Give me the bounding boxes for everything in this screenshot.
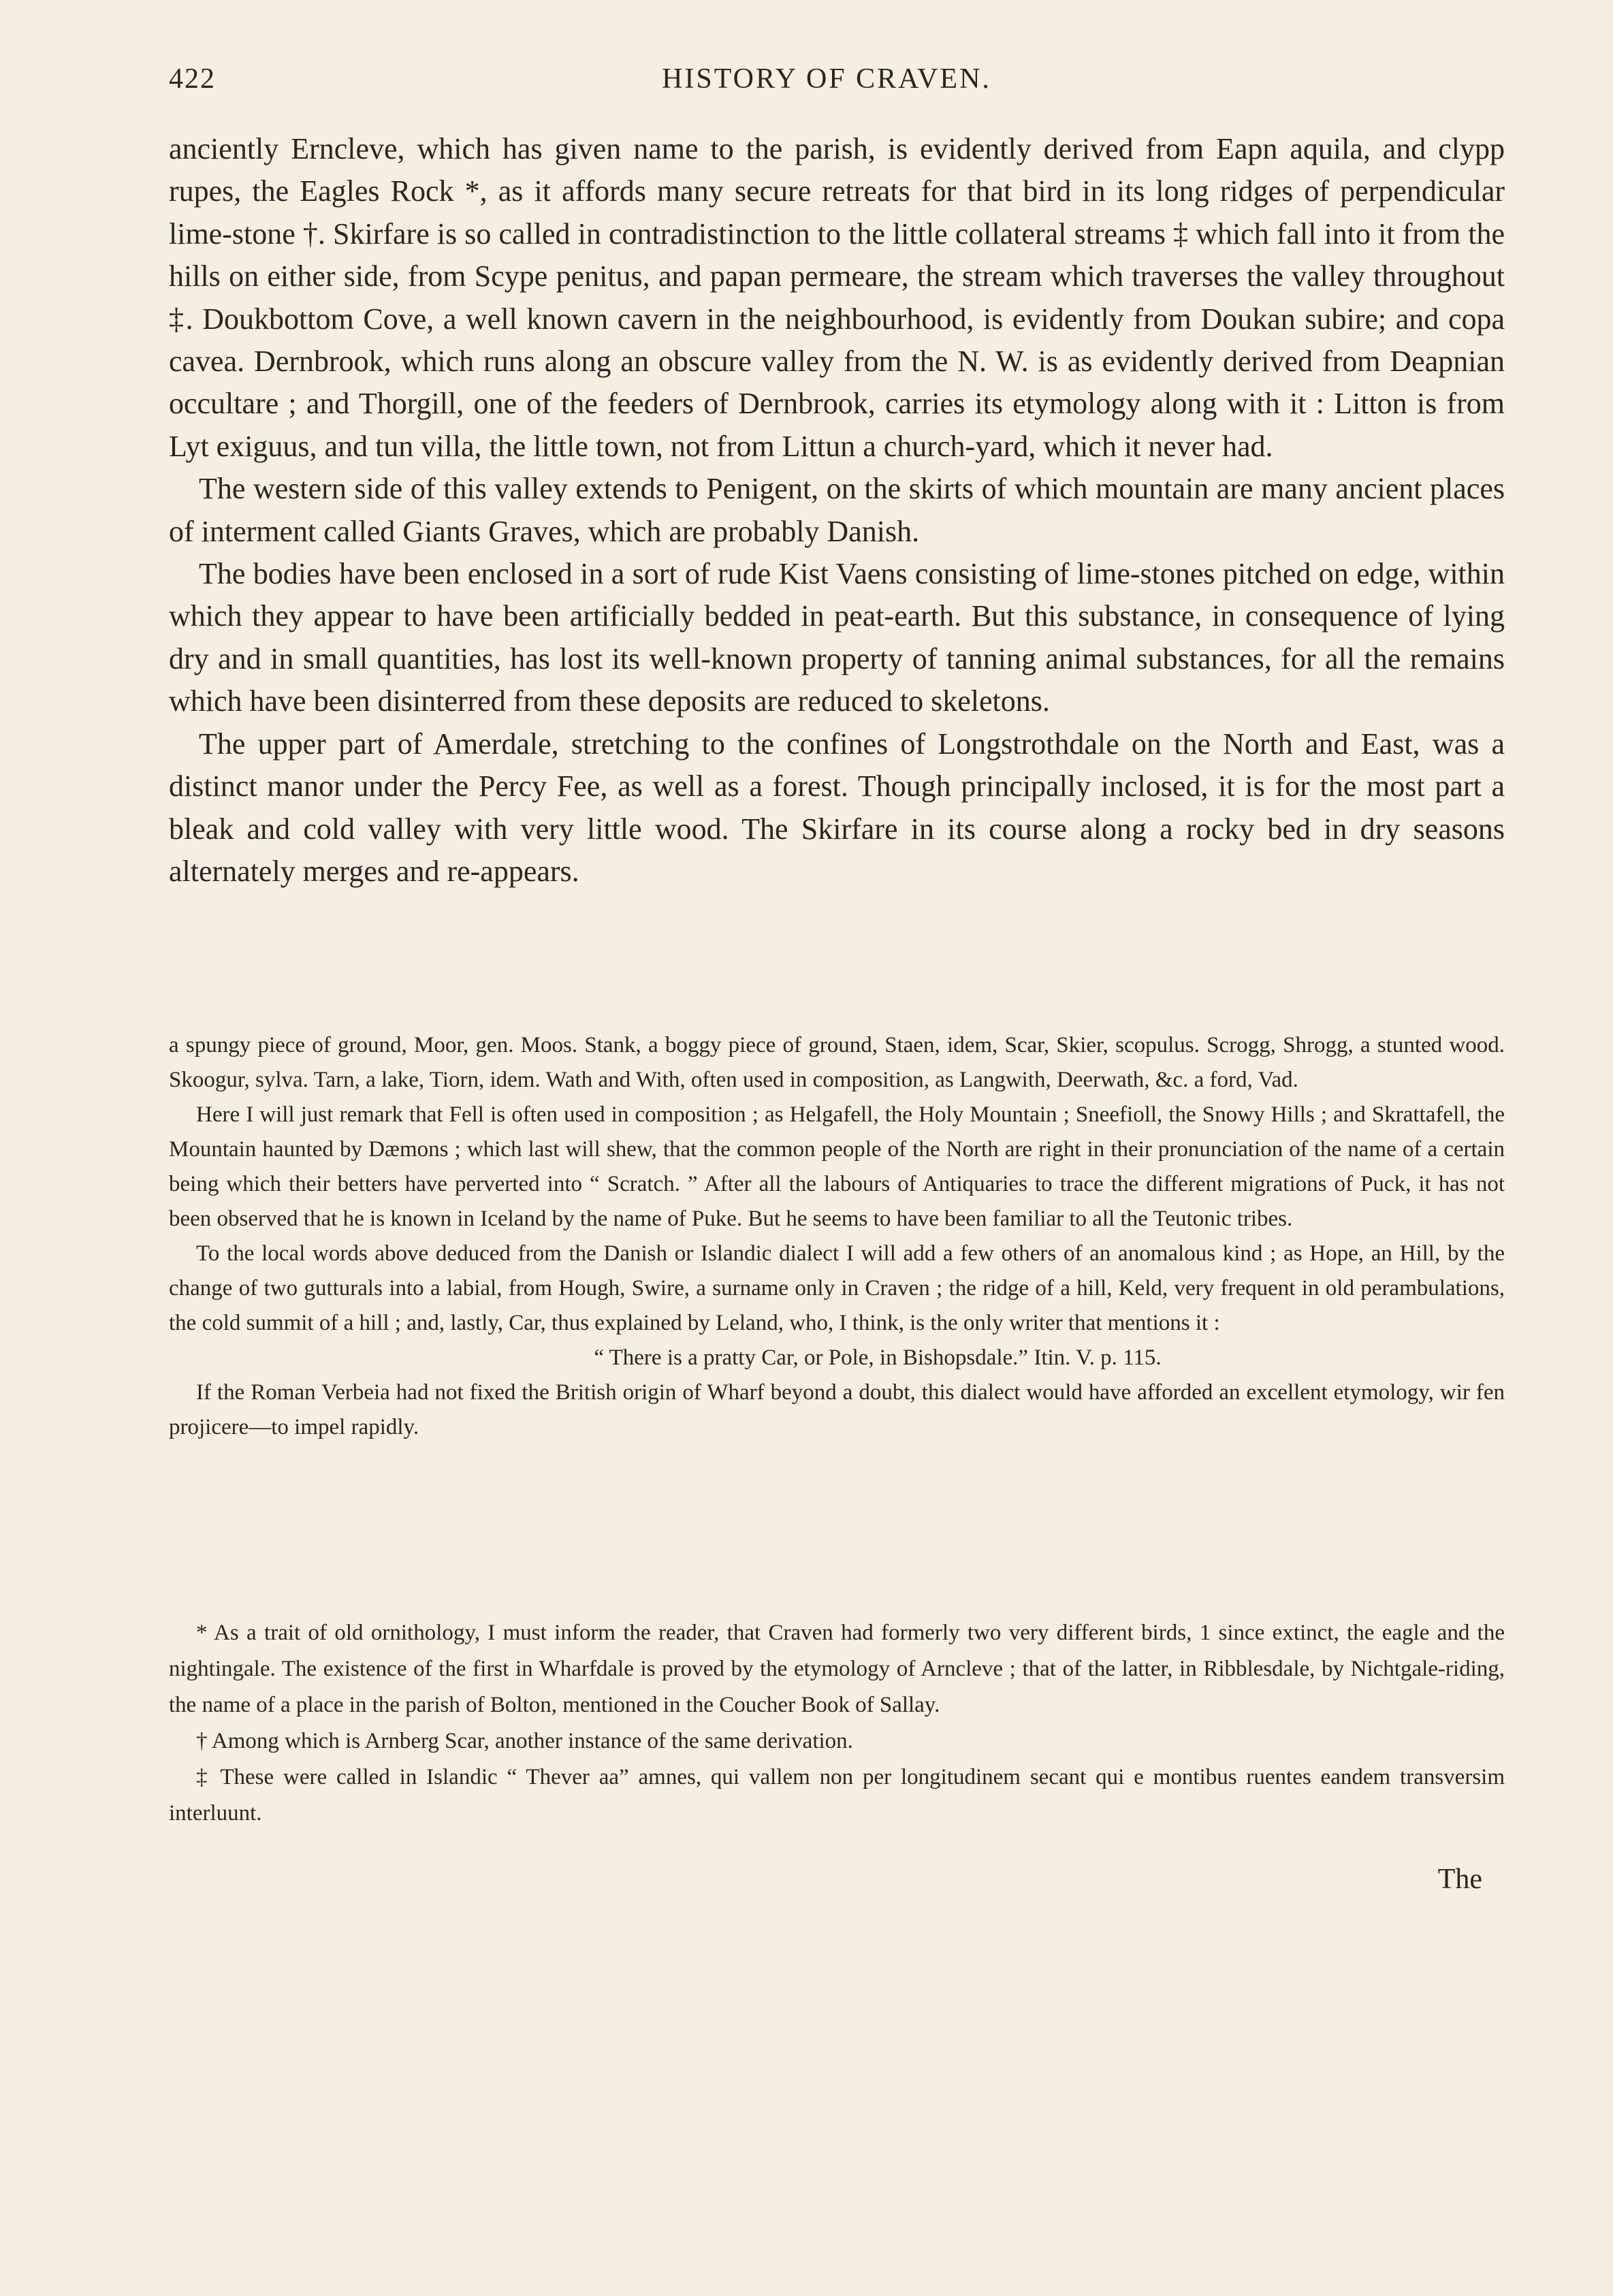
footnote-asterisk: * As a trait of old ornithology, I must inform the reader, that Craven had formerly two very different birds, 1 since extinct, the eagle and the nightingale. The existence of the first in Wharfdale is proved by the etymology of Arncleve ; that of the latter, in Ribblesdale, by Nichtgale-riding, the name of a place in the parish of Bolton, mentioned in the Coucher Book of Sallay. (169, 1621, 1505, 1717)
running-title: HISTORY OF CRAVEN. (662, 63, 991, 95)
paragraph: anciently Erncleve, which has given name to the parish, is evidently derived from Eapn aquila, and clypp rupes, the Eagles Rock *, as it affords many secure retreats for that bird in its long ridges of perpendicular lime-stone †. Skirfare is so called in contradistinction to the little collateral streams ‡ which fall into it from the hills on either side, from Scype penitus, and papan permeare, the stream which traverses the valley throughout ‡. Doukbottom Cove, a well known cavern in the neighbourhood, is evidently from Doukan subire; and copa cavea. Dernbrook, which runs along an obscure valley from the N. W. is as evidently derived from Deapnian occultare ; and Thorgill, one of the feeders of Dernbrook, carries its etymology along with it : Litton is from Lyt exiguus, and tun villa, the little town, not from Littun a church-yard, which it never had. (169, 132, 1505, 463)
main-text (169, 128, 1505, 893)
note-paragraph: If the Roman Verbeia had not fixed the British origin of Wharf beyond a doubt, this dialect would have afforded an excellent etymology, wir fen projicere—to impel rapidly. (169, 1380, 1505, 1439)
paragraph: The bodies have been enclosed in a sort of rude Kist Vaens consisting of lime-stones pitched on edge, within which they appear to have been artificially bedded in peat-earth. But this substance, in consequence of lying dry and in small quantities, has lost its well-known property of tanning animal substances, for all the remains which have been disinterred from these deposits are reduced to skeletons. (169, 557, 1505, 718)
note-paragraph: Here I will just remark that Fell is often used in composition ; as Helgafell, the Holy Mountain ; Sneefioll, the Snowy Hills ; and Skrattafell, the Mountain haunted by Dæmons ; which last will shew, that the common people of the North are right in their pronunciation of the name of a certain being which their betters have perverted into “ Scratch. ” After all the labours of Antiquaries to trace the different migrations of Puck, it has not been observed that he is known in Iceland by the name of Puke. But he seems to have been familiar to all the Teutonic tribes. (169, 1102, 1505, 1231)
page-header (169, 63, 1484, 106)
catchword: The (1437, 1864, 1482, 1895)
footnote-dagger: † Among which is Arnberg Scar, another instance of the same derivation. (196, 1729, 853, 1753)
footnotes (169, 1615, 1505, 1832)
note-quotation: “ There is a pratty Car, or Pole, in Bishopsdale.” Itin. V. p. 115. (594, 1345, 1162, 1370)
continued-note (169, 1028, 1505, 1445)
paragraph: The western side of this valley extends to Penigent, on the skirts of which mountain are many ancient places of interment called Giants Graves, which are probably Danish. (169, 472, 1505, 548)
footnote-double-dagger: ‡ These were called in Islandic “ Thever aa” amnes, qui vallem non per longitudinem secant qui e montibus ruentes eandem transversim interluunt. (169, 1765, 1505, 1825)
paragraph: The upper part of Amerdale, stretching to the confines of Longstrothdale on the North and East, was a distinct manor under the Percy Fee, as well as a forest. Though principally inclosed, it is for the most part a bleak and cold valley with very little wood. The Skirfare in its course along a rocky bed in dry seasons alternately merges and re-appears. (169, 727, 1505, 888)
page-number: 422 (169, 63, 216, 95)
note-paragraph: a spungy piece of ground, Moor, gen. Moos. Stank, a boggy piece of ground, Staen, idem, Scar, Skier, scopulus. Scrogg, Shrogg, a stunted wood. Skoogur, sylva. Tarn, a lake, Tiorn, idem. Wath and With, often used in composition, as Langwith, Deerwath, &c. a ford, Vad. (169, 1033, 1505, 1092)
note-paragraph: To the local words above deduced from the Danish or Islandic dialect I will add a few others of an anomalous kind ; as Hope, an Hill, by the change of two gutturals into a labial, from Hough, Swire, a surname only in Craven ; the ridge of a hill, Keld, very frequent in old perambulations, the cold summit of a hill ; and, lastly, Car, thus explained by Leland, who, I think, is the only writer that mentions it : (169, 1241, 1505, 1335)
